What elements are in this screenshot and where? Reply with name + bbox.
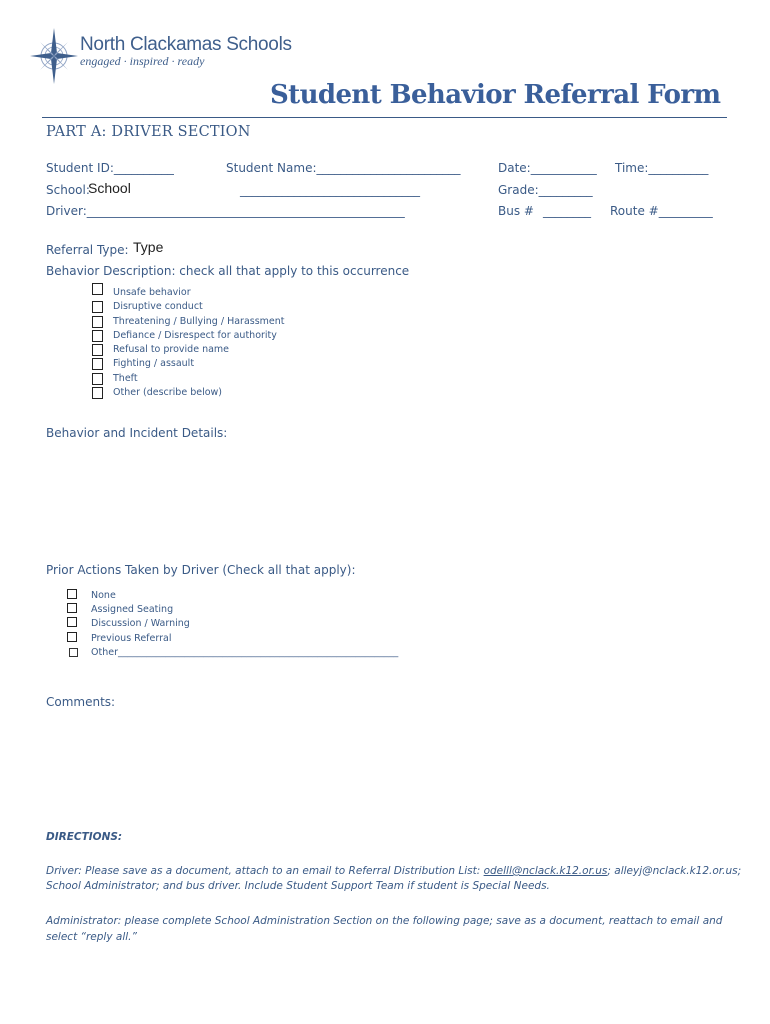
school-label: School:: [46, 183, 90, 197]
option-label: Threatening / Bullying / Harassment: [113, 316, 285, 327]
driver-directions-line2: School Administrator; and bus driver. Include Student Support Team if student is Special Needs.: [46, 880, 550, 892]
option-label: Defiance / Disrespect for authority: [113, 330, 277, 341]
time-field[interactable]: Time:__________: [615, 161, 709, 175]
grade-field[interactable]: Grade:_________: [498, 183, 593, 197]
checkbox-assigned-seating[interactable]: [67, 603, 77, 613]
bus-field[interactable]: ________: [543, 204, 591, 218]
student-id-field[interactable]: Student ID:__________: [46, 161, 174, 175]
checkbox-other[interactable]: [92, 387, 103, 399]
checkbox-refusal[interactable]: [92, 344, 103, 356]
school-line[interactable]: ______________________________: [240, 183, 420, 197]
checkbox-other-prior[interactable]: [69, 648, 78, 657]
option-label: Discussion / Warning: [91, 618, 190, 629]
incident-details-label: Behavior and Incident Details:: [46, 426, 228, 440]
checkbox-disruptive-conduct[interactable]: [92, 301, 103, 313]
logo-name: North Clackamas Schools: [80, 34, 292, 55]
option-label: Theft: [113, 373, 138, 384]
referral-type-value[interactable]: Type: [133, 239, 164, 255]
student-name-field[interactable]: Student Name:________________________: [226, 161, 461, 175]
option-label: Assigned Seating: [91, 604, 174, 615]
referral-type-label: Referral Type:: [46, 243, 129, 257]
option-label: Fighting / assault: [113, 358, 195, 369]
checkbox-none[interactable]: [67, 589, 77, 599]
admin-directions-line1: Administrator: please complete School Administration Section on the following page; save as a document, reattach to email and: [46, 915, 723, 927]
school-value[interactable]: School: [88, 180, 131, 196]
driver-directions-line1: Driver: Please save as a document, attach to an email to Referral Distribution List: odelll@nclack.k12.or.us; alleyj@nclack.k12.or.us;: [46, 865, 742, 877]
checkbox-previous-referral[interactable]: [67, 632, 77, 642]
checkbox-threatening[interactable]: [92, 316, 103, 328]
title-divider: [42, 117, 727, 118]
page-title: Student Behavior Referral Form: [270, 80, 721, 110]
directions-heading: DIRECTIONS:: [46, 831, 123, 843]
logo-tagline: engaged · inspired · ready: [80, 54, 205, 68]
comments-label: Comments:: [46, 695, 116, 709]
admin-directions-line2: select “reply all.”: [46, 931, 137, 943]
checkbox-fighting[interactable]: [92, 358, 103, 370]
option-label: Other (describe below): [113, 387, 222, 398]
other-prior-field[interactable]: Other___________________________________________________________: [91, 647, 399, 658]
option-label: None: [91, 590, 116, 601]
checkbox-defiance[interactable]: [92, 330, 103, 342]
behavior-description-heading: Behavior Description: check all that apply to this occurrence: [46, 264, 410, 278]
option-label: Unsafe behavior: [113, 287, 191, 298]
compass-rose-icon: [30, 26, 82, 88]
bus-label: Bus #: [498, 204, 534, 218]
route-field[interactable]: Route #_________: [610, 204, 713, 218]
option-label: Previous Referral: [91, 633, 172, 644]
checkbox-unsafe-behavior[interactable]: [92, 283, 103, 295]
checkbox-theft[interactable]: [92, 373, 103, 385]
date-field[interactable]: Date:___________: [498, 161, 597, 175]
driver-field[interactable]: Driver:_____________________________________________________: [46, 204, 405, 218]
option-label: Disruptive conduct: [113, 301, 203, 312]
section-heading: PART A: DRIVER SECTION: [46, 124, 251, 140]
checkbox-discussion-warning[interactable]: [67, 617, 77, 627]
option-label: Refusal to provide name: [113, 344, 230, 355]
email-link[interactable]: odelll@nclack.k12.or.us: [483, 865, 608, 877]
prior-actions-heading: Prior Actions Taken by Driver (Check all that apply):: [46, 563, 356, 577]
